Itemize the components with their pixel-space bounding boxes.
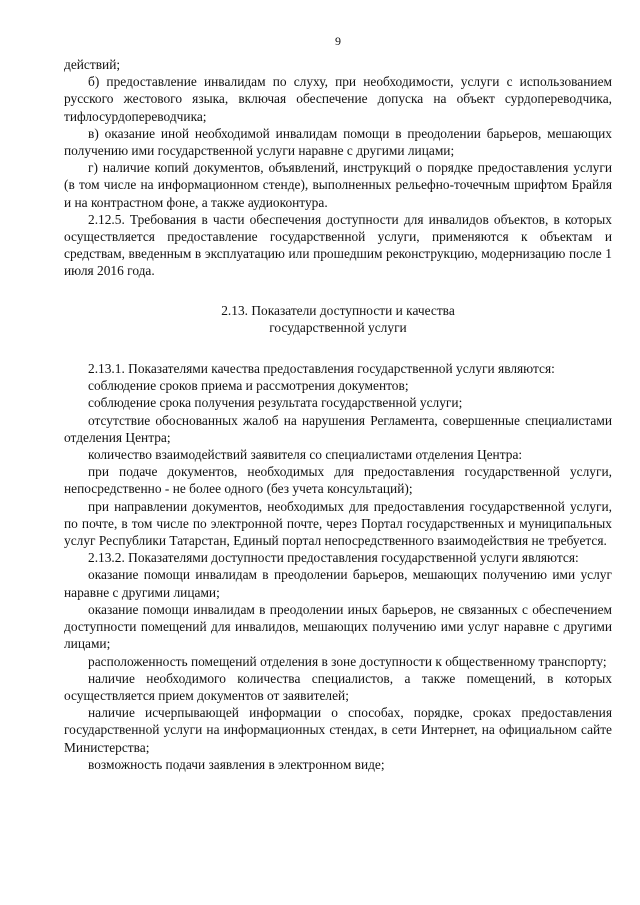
paragraph: г) наличие копий документов, объявлений, инструкций о порядке предоставления услуги (в том числе на информационном стенде), выполненных рельефно-точечным шрифтом Брайля и на контрастном фоне, а также аудиоконтура. [64, 160, 612, 210]
paragraph: 2.13.2. Показателями доступности предоставления государственной услуги являются: [88, 550, 579, 566]
paragraph: в) оказание иной необходимой инвалидам помощи в преодолении барьеров, мешающих получению ими государственной услуги наравне с другими лицами; [64, 125, 612, 159]
paragraph: соблюдение срока получения результата государственной услуги; [88, 395, 463, 411]
section-heading-line: государственной услуги [269, 319, 407, 335]
paragraph: отсутствие обоснованных жалоб на нарушения Регламента, совершенные специалистами отделения Центра; [64, 412, 612, 445]
section-heading [64, 302, 612, 336]
paragraph: количество взаимодействий заявителя со специалистами отделения Центра: [88, 447, 523, 463]
section-top [64, 56, 612, 280]
paragraph: б) предоставление инвалидам по слуху, при необходимости, услуги с использованием русского жестового языка, включая обеспечение допуска на объект сурдопереводчика, тифлосурдопереводчика; [64, 74, 612, 124]
paragraph: при подаче документов, необходимых для предоставления государственной услуги, непосредственно - не более одного (без учета консультаций); [64, 464, 612, 497]
paragraph: оказание помощи инвалидам в преодолении барьеров, мешающих получению ими услуг наравне с другими лицами; [64, 567, 612, 600]
page-number: 9 [335, 34, 341, 48]
paragraph: 2.13.1. Показателями качества предоставления государственной услуги являются: [88, 361, 555, 377]
paragraph: при направлении документов, необходимых для предоставления государственной услуги, по почте, в том числе по электронной почте, через Портал государственных и муниципальных услуг Республики Татарстан, Единый портал непосредственного взаимодействия не требуется. [64, 498, 612, 549]
paragraph: наличие исчерпывающей информации о способах, порядке, сроках предоставления государственной услуги на информационных стендах, в сети Интернет, на официальном сайте Министерства; [64, 705, 612, 755]
document-page [64, 34, 612, 773]
paragraph: 2.12.5. Требования в части обеспечения доступности для инвалидов объектов, в которых осуществляется предоставление государственной услуги, применяются к объектам и средствам, введенным в эксплуатацию или прошедшим реконструкцию, модернизацию после 1 июля 2016 года. [64, 211, 612, 279]
paragraph: наличие необходимого количества специалистов, а также помещений, в которых осуществляется прием документов от заявителей; [64, 670, 612, 703]
section-bottom [64, 360, 612, 773]
paragraph: соблюдение сроков приема и рассмотрения документов; [88, 378, 409, 394]
paragraph: оказание помощи инвалидам в преодолении иных барьеров, не связанных с обеспечением доступности помещений для инвалидов, мешающих получению ими услуг наравне с другими лицами; [64, 601, 612, 652]
section-heading-line: 2.13. Показатели доступности и качества [221, 302, 455, 318]
paragraph: возможность подачи заявления в электронном виде; [88, 756, 385, 772]
paragraph: действий; [64, 57, 121, 72]
paragraph: расположенность помещений отделения в зоне доступности к общественному транспорту; [88, 653, 607, 669]
